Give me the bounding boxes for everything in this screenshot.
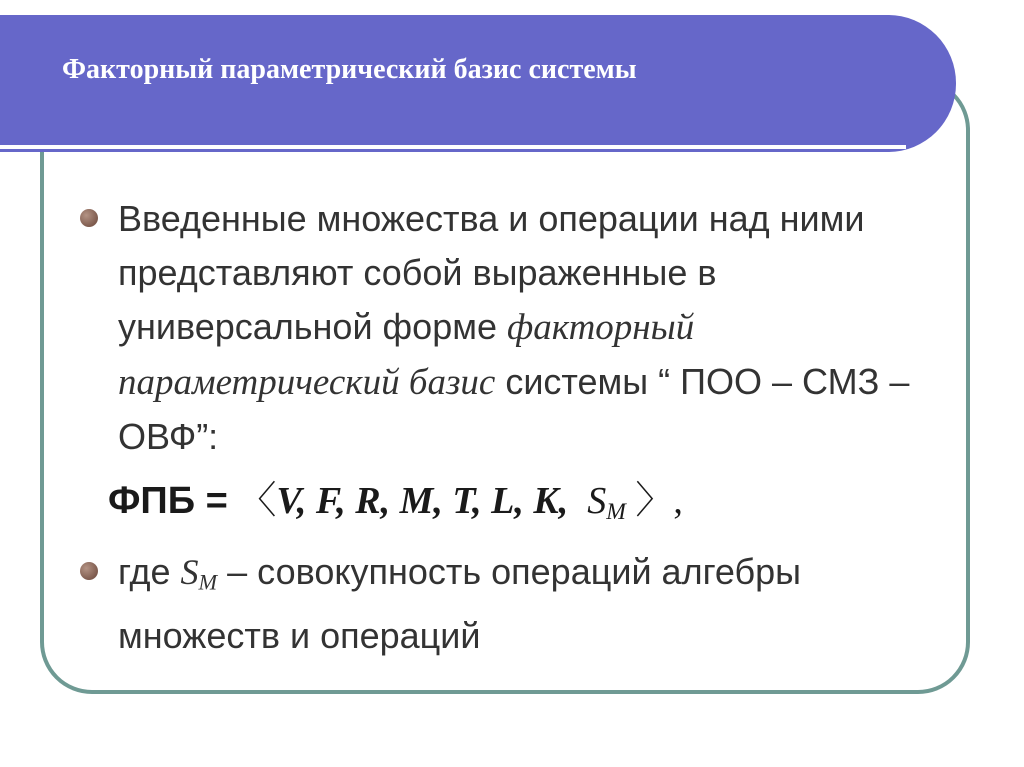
formula-close-bracket: 〉,: [635, 480, 683, 522]
bullet2-text-b: – совокупность операций алгебры множеств и операций: [118, 550, 802, 657]
formula-eq: =: [195, 480, 239, 522]
bullet1-italic-term: факторный параметрический базис: [118, 307, 695, 403]
bullet2-s-sub: M: [198, 569, 218, 595]
formula-open-bracket: 〈: [238, 480, 277, 522]
bullet2-s: S: [180, 551, 199, 592]
formula-lhs: ФПБ: [108, 480, 196, 522]
bullet1-text-a: Введенные множества и операции над ними представляют собой выраженные в универсальной форме: [118, 198, 865, 347]
formula-s: S: [587, 480, 607, 522]
formula-s-sub: M: [606, 498, 626, 525]
bullet-item-definition: [78, 192, 948, 464]
bullet2-text-a: где: [118, 550, 181, 592]
bullet-icon: [80, 562, 98, 580]
bullet1-text-b: системы “ ПОО – СМЗ – ОВФ”:: [118, 361, 910, 457]
title-underline: [0, 145, 906, 149]
formula: [108, 474, 948, 539]
formula-vars: V, F, R, M, T, L, K,: [276, 480, 569, 522]
bullet-item-where: [78, 545, 948, 664]
slide-title: Факторный параметрический базис системы: [62, 54, 637, 85]
bullet-icon: [80, 209, 98, 227]
slide-body: [78, 192, 948, 663]
